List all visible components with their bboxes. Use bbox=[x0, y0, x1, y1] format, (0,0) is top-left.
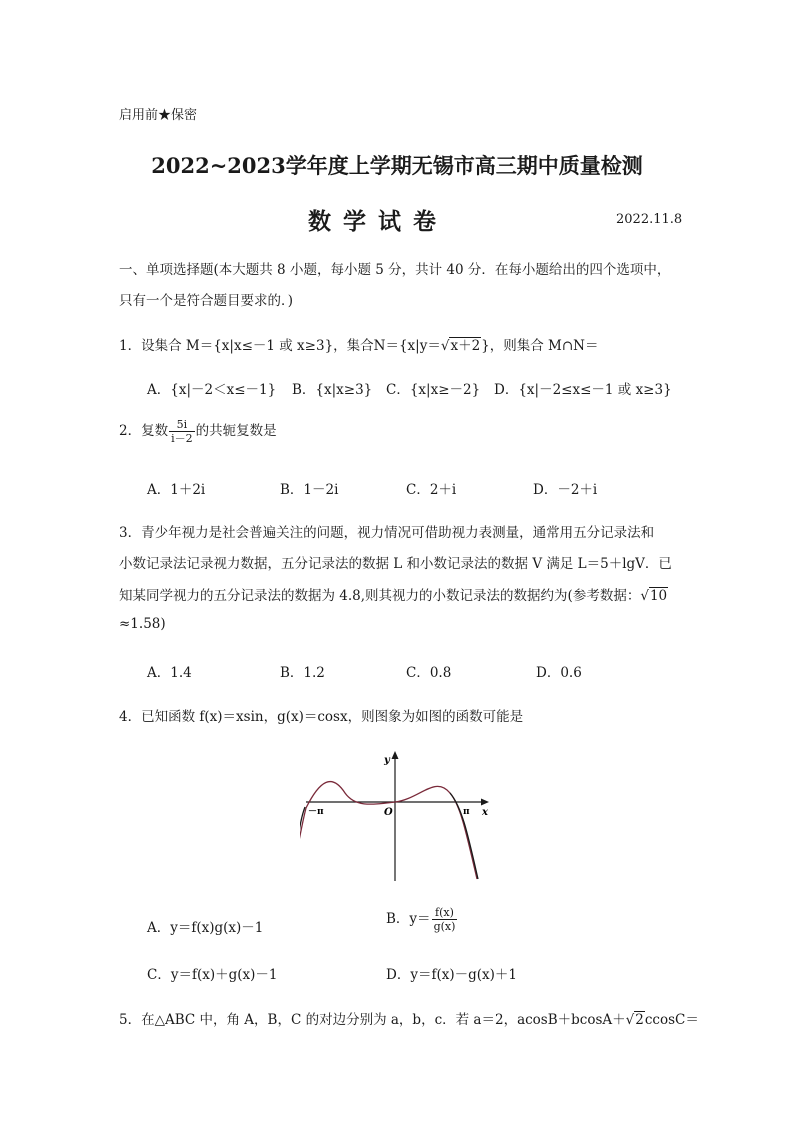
security-label: 启用前★保密 bbox=[119, 108, 198, 123]
q3-line3-text: 知某同学视力的五分记录法的数据为 4.8,则其视力的小数记录法的数据约为(参考数据： bbox=[119, 588, 641, 604]
q2-stem bbox=[119, 418, 277, 445]
q3-option-c[interactable]: C．0.8 bbox=[406, 665, 452, 681]
section-instructions-line1: 一、单项选择题(本大题共 8 小题，每小题 5 分，共计 40 分．在每小题给出的四个选项中， bbox=[119, 262, 671, 278]
graph-curve bbox=[300, 782, 477, 879]
q2-option-a[interactable]: A．1＋2i bbox=[147, 482, 206, 498]
q4-option-a[interactable]: A．y＝f(x)g(x)－1 bbox=[147, 920, 264, 936]
q1-sqrt-radicand: x＋2 bbox=[450, 338, 481, 354]
q3-option-d[interactable]: D．0.6 bbox=[536, 665, 582, 681]
q3-line1: 3．青少年视力是社会普遍关注的问题，视力情况可借助视力表测量，通常用五分记录法和 bbox=[119, 525, 655, 541]
graph-x-arrow bbox=[481, 799, 489, 806]
q3-option-b[interactable]: B．1.2 bbox=[280, 665, 325, 681]
q4-stem: 4．已知函数 f(x)＝xsin，g(x)＝cosx，则图象为如图的函数可能是 bbox=[119, 709, 524, 725]
q1-stem bbox=[119, 334, 599, 354]
q4-option-b[interactable] bbox=[386, 906, 458, 933]
q5-stem-a: 5．在△ABC 中，角 A，B，C 的对边分别为 a，b，c．若 a＝2，acosB＋bcosA＋ bbox=[119, 1012, 626, 1028]
q4-option-b-denominator: g(x) bbox=[433, 920, 456, 933]
subject-title: 数学试卷 bbox=[308, 208, 448, 235]
q5-sqrt-radicand: 2 bbox=[635, 1012, 644, 1028]
graph-pi-label: π bbox=[463, 807, 470, 817]
q2-option-b[interactable]: B．1－2i bbox=[280, 482, 339, 498]
q4-option-d[interactable]: D．y＝f(x)－g(x)＋1 bbox=[386, 967, 517, 983]
q3-option-a[interactable]: A．1.4 bbox=[147, 665, 192, 681]
q5-sqrt: √2 bbox=[625, 1012, 644, 1028]
section-instructions-line2: 只有一个是符合题目要求的．) bbox=[119, 293, 294, 309]
q1-sqrt: √x＋2 bbox=[440, 338, 481, 354]
q4-option-b-numerator: f(x) bbox=[432, 906, 458, 920]
q3-line2: 小数记录法记录视力数据，五分记录法的数据 L 和小数记录法的数据 V 满足 L＝5＋lgV．已 bbox=[119, 556, 672, 572]
q4-option-b-prefix: B．y＝ bbox=[386, 911, 431, 927]
q2-option-c[interactable]: C．2＋i bbox=[406, 482, 457, 498]
graph-y-label: y bbox=[384, 755, 390, 766]
q3-root-radicand: 10 bbox=[649, 588, 668, 604]
q3-line4: ≈1.58) bbox=[119, 616, 166, 632]
q5-stem-b: ccosC＝ bbox=[644, 1012, 699, 1028]
q1-option-d[interactable]: D．{x|－2≤x≤－1 或 x≥3} bbox=[494, 382, 672, 398]
q1-stem-b: }，则集合 M∩N＝ bbox=[481, 338, 599, 354]
exam-date: 2022.11.8 bbox=[616, 212, 683, 227]
exam-title: 2022~2023学年度上学期无锡市高三期中质量检测 bbox=[151, 153, 643, 178]
q1-stem-a: 1．设集合 M＝{x|x≤－1 或 x≥3}，集合N＝{x|y＝ bbox=[119, 338, 441, 354]
q4-option-c[interactable]: C．y＝f(x)＋g(x)－1 bbox=[147, 967, 278, 983]
q1-option-a[interactable]: A．{x|－2＜x≤－1} bbox=[147, 382, 277, 398]
graph-y-arrow bbox=[392, 751, 399, 759]
q3-line3 bbox=[119, 584, 668, 604]
q4-function-graph bbox=[300, 745, 495, 885]
q5-stem bbox=[119, 1008, 699, 1028]
q2-fraction-denominator: i－2 bbox=[171, 432, 193, 445]
graph-origin-label: O bbox=[384, 807, 393, 818]
q1-option-b[interactable]: B．{x|x≥3} bbox=[292, 382, 373, 398]
q2-stem-a: 2．复数 bbox=[119, 423, 169, 439]
q2-fraction bbox=[169, 418, 195, 445]
q2-option-d[interactable]: D．－2＋i bbox=[533, 482, 598, 498]
graph-x-label: x bbox=[482, 807, 488, 818]
q2-fraction-numerator: 5i bbox=[169, 418, 195, 432]
q2-stem-b: 的共轭复数是 bbox=[195, 423, 277, 439]
graph-neg-pi-label: －π bbox=[308, 807, 324, 817]
q3-cube-root: √10 bbox=[640, 588, 668, 604]
q1-option-c[interactable]: C．{x|x≥－2} bbox=[386, 382, 481, 398]
q4-option-b-fraction bbox=[432, 906, 458, 933]
